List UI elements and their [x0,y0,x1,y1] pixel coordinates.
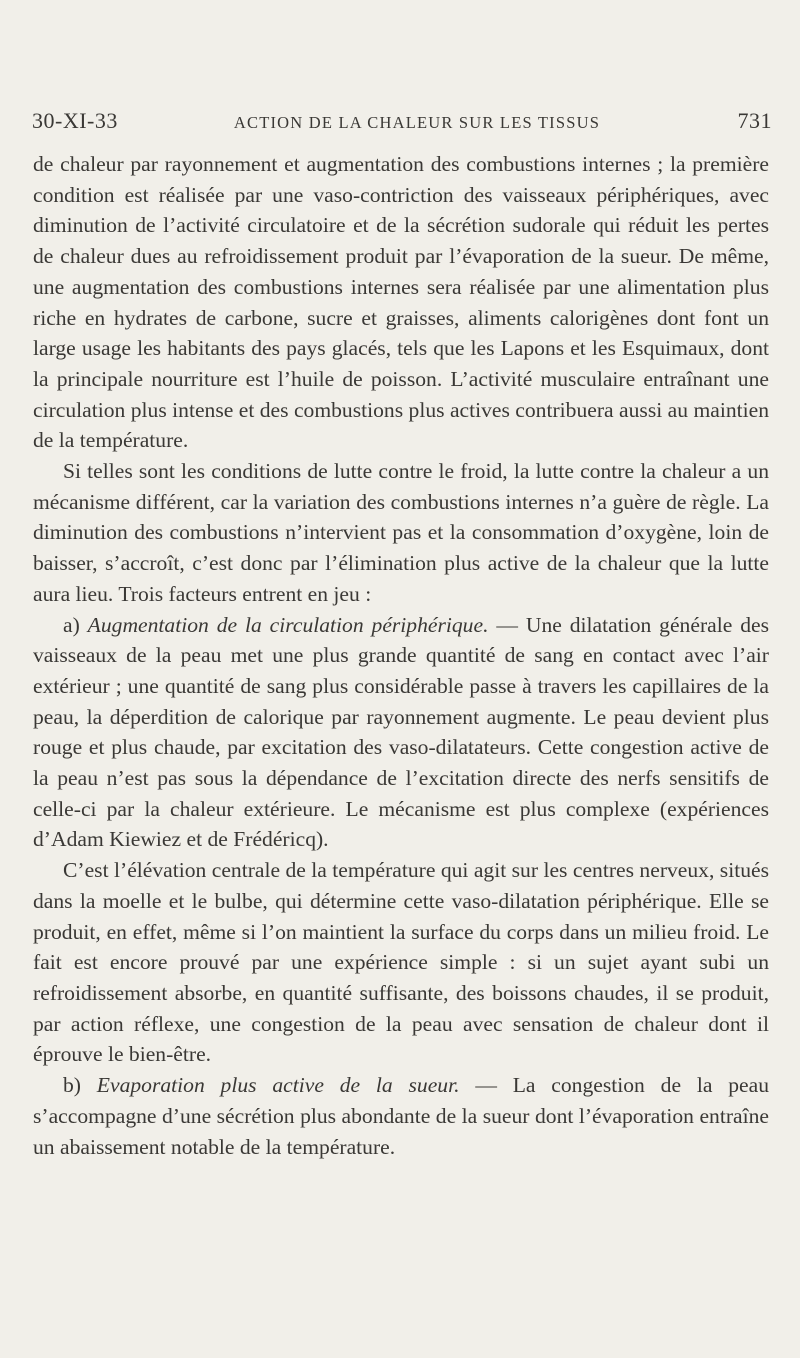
page-number: 731 [737,108,772,133]
paragraph-text: C’est l’élévation centrale de la température qui agit sur les centres nerveux, situés dans la moelle et le bulbe, qui détermine cette vaso-dilatation périphérique. Elle se produit, en effet, même si l’on maintient la surface du corps dans un milieu froid. Le fait est encore prouvé par une expérience simple : si un sujet ayant subi un refroidissement absorbe, en quantité suffisante, des boissons chaudes, il se produit, par action réflexe, une congestion de la peau avec sensation de chaleur dont il éprouve le bien-être. [33,858,769,1067]
running-title: ACTION DE LA CHALEUR SUR LES TISSUS [233,113,601,132]
paragraph-text: — Une dilatation générale des vaisseaux de la peau met une plus grande quantité de sang en contact avec l’air extérieur ; une quantité de sang plus considérable passe à travers les capillaires de la peau, la déperdition de calorique par rayonnement augmente. Le peau devient plus rouge et plus chaude, par excitation des vaso-dilatateurs. Cette congestion active de la peau n’est pas sous la dépendance de l’excitation directe des nerfs sensitifs de celle-ci par la chaleur extérieure. Le mécanisme est plus complexe (expériences d’Adam Kiewiez et de Frédéricq). [33,612,769,852]
paragraph-item-a [33,610,769,856]
item-heading: Augmentation de la circulation périphérique. [87,612,489,637]
paragraph-text: Si telles sont les conditions de lutte contre le froid, la lutte contre la chaleur a un mécanisme différent, car la variation des combustions internes n’a guère de règle. La diminution des combustions n’intervient pas et la consommation d’oxygène, loin de baisser, s’accroît, c’est donc par l’élimination plus active de la chaleur que la lutte aura lieu. Trois facteurs entrent en jeu : [33,459,769,606]
item-label: a) [63,612,88,637]
header-date: 30-XI-33 [32,108,118,133]
paragraph-text: de chaleur par rayonnement et augmentation des combustions internes ; la première condition est réalisée par une vaso-contriction des vaisseaux périphériques, avec diminution de l’activité circulatoire et de la sécrétion sudorale qui réduit les pertes de chaleur dues au refroidissement produit par l’évaporation de la sueur. De même, une augmentation des combustions internes sera réalisée par une alimentation plus riche en hydrates de carbone, sucre et graisses, aliments calorigènes dont font un large usage les habitants des pays glacés, tels que les Lapons et les Esquimaux, dont la principale nourriture est l’huile de poisson. L’activité musculaire entraînant une circulation plus intense et des combustions plus actives contribuera aussi au maintien de la température. [33,152,769,453]
paragraph-heat-defense [33,456,769,610]
paragraph-central-temperature [33,855,769,1070]
paragraph-continuation [33,149,769,456]
item-label: b) [63,1073,97,1098]
paragraph-text: — La congestion de la peau s’accompagne d’une sécrétion plus abondante de la sueur dont l’évaporation entraîne un abaissement notable de la température. [33,1073,769,1159]
item-heading: Evaporation plus active de la sueur. [96,1073,460,1098]
body-text [33,149,769,1162]
paragraph-item-b [33,1070,769,1162]
running-header [32,104,772,138]
